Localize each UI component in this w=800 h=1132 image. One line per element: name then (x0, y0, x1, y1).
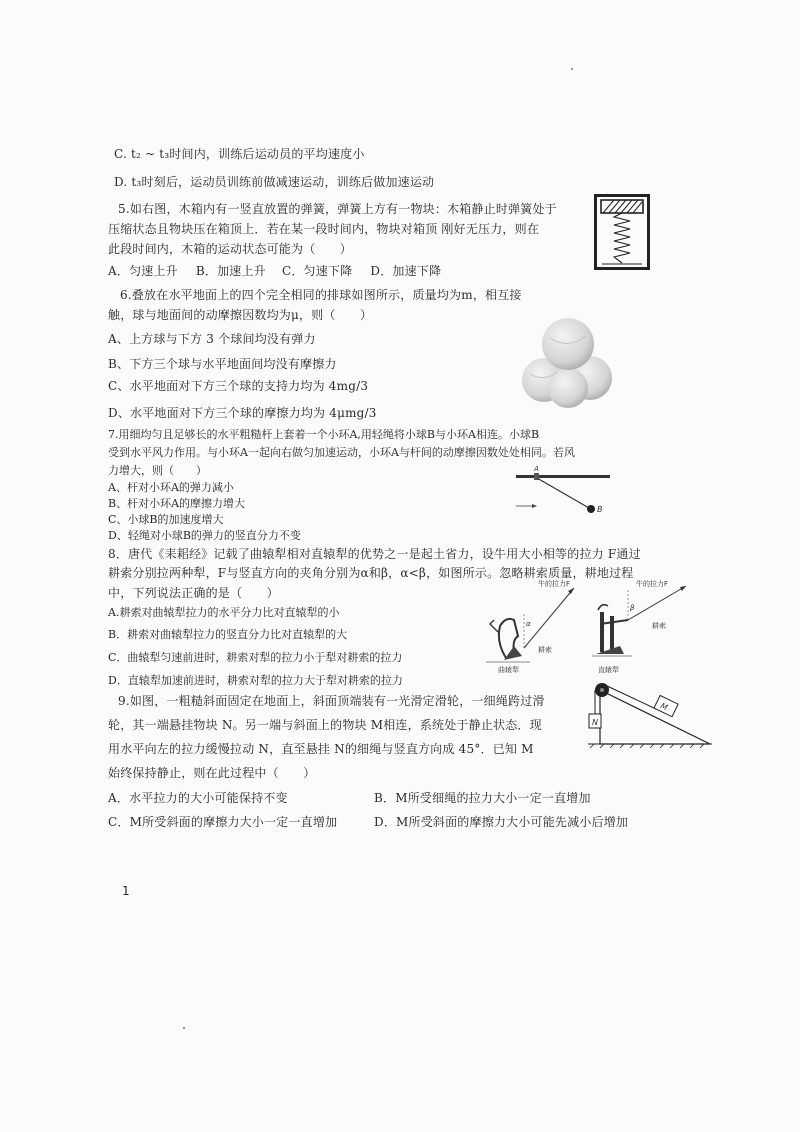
q7-option-a: A、杆对小环A的弹力减小 (108, 481, 234, 494)
q9-incline-pulley-figure (588, 680, 714, 748)
q8-straight-plough-figure (592, 576, 696, 674)
q7-label-a: A (534, 465, 539, 473)
q5-option-c: C．匀速下降 (281, 264, 353, 278)
q8-fig-force-label-1: 牛的拉力F (538, 580, 571, 588)
page-number: 1 (122, 884, 130, 898)
scan-speck (571, 68, 573, 70)
q5-box-spring-figure (594, 194, 650, 270)
q8-fig-alpha: α (526, 620, 531, 628)
q7-option-b: B、杆对小环A的摩擦力增大 (108, 497, 246, 510)
q9-stem-line-2: 轮，其一端悬挂物块 N。另一端与斜面上的物块 M相连，系统处于静止状态．现 (108, 718, 542, 732)
q8-fig-plough-label-2: 直辕犁 (598, 666, 619, 674)
q9-option-a: A．水平拉力的大小可能保持不变 (108, 791, 288, 805)
q9-option-b: B．M所受细绳的拉力大小一定一直增加 (374, 791, 591, 805)
q5-option-b: B．加速上升 (195, 264, 266, 278)
q8-stem-line-1: 8．唐代《耒耜经》记载了曲辕犁相对直辕犁的优势之一是起土省力，设牛用大小相等的拉力 F通过 (108, 547, 641, 561)
q5-stem-line-2: 压缩状态且物块压在箱顶上．若在某一段时间内，物块对箱顶 刚好无压力，则在 (108, 222, 540, 236)
q8-option-c: C．曲辕犁匀速前进时，耕索对犁的拉力小于犁对耕索的拉力 (108, 651, 403, 664)
q8-option-d: D．直辕犁加速前进时，耕索对犁的拉力大于犁对耕索的拉力 (108, 674, 403, 687)
q5-options (108, 263, 441, 279)
q6-option-d: D、水平地面对下方三个球的摩擦力均为 4μmg/3 (108, 406, 377, 420)
q7-stem-line-1: 7.用细均匀且足够长的水平粗糙杆上套着一个小环A,用轻绳将小球B与小环A相连。小球B (108, 428, 540, 441)
q9-label-n: N (592, 718, 598, 727)
q8-stem-line-2: 耕索分别拉两种犁，F与竖直方向的夹角分别为α和β，α<β，如图所示。忽略耕索质量，耕地过程 (108, 566, 634, 580)
q9-stem-line-4: 始终保持静止，则在此过程中（ ） (108, 766, 316, 780)
q8-fig-rope-label-1: 耕索 (538, 646, 552, 654)
q8-fig-rope-label-2: 耕索 (652, 622, 666, 630)
q7-option-c: C、小球B的加速度增大 (108, 513, 224, 526)
q8-option-b: B．耕索对曲辕犁拉力的竖直分力比对直辕犁的大 (108, 628, 348, 641)
q7-option-d: D、轻绳对小球B的弹力的竖直分力不变 (108, 529, 301, 542)
q8-stem-line-3: 中，下列说法正确的是（ ） (108, 586, 279, 600)
q6-stem-line-2: 触，球与地面间的动摩擦因数均为μ，则（ ） (108, 308, 373, 322)
q8-fig-plough-label-1: 曲辕犁 (498, 666, 519, 674)
q7-ring-ball-figure (516, 464, 612, 520)
q4-option-d: D. t₃时刻后，运动员训练前做减速运动，训练后做加速运动 (114, 175, 435, 189)
q8-option-a: A.耕索对曲辕犁拉力的水平分力比对直辕犁的小 (108, 606, 340, 619)
q8-fig-force-label-2: 牛的拉力F (636, 580, 669, 588)
q9-stem-line-1: 9.如图，一粗糙斜面固定在地面上，斜面顶端装有一光滑定滑轮，一细绳跨过滑 (118, 694, 545, 708)
q6-volleyballs-figure (520, 316, 616, 408)
q6-option-a: A、上方球与下方 3 个球间均没有弹力 (108, 332, 316, 346)
q6-stem-line-1: 6.叠放在水平地面上的四个完全相同的排球如图所示，质量均为m，相互接 (120, 288, 522, 302)
q7-stem-line-3: 力增大，则（ ） (108, 464, 207, 477)
q8-fig-beta: β (630, 604, 635, 612)
q9-option-c: C．M所受斜面的摩擦力大小一定一直增加 (108, 815, 338, 829)
q5-option-a: A．匀速上升 (108, 264, 178, 278)
q6-option-b: B、下方三个球与水平地面间均没有摩擦力 (108, 357, 337, 371)
q5-stem-line-1: 5.如右图，木箱内有一竖直放置的弹簧，弹簧上方有一物块：木箱静止时弹簧处于 (118, 202, 557, 216)
q4-option-c: C. t₂ ~ t₃时间内，训练后运动员的平均速度小 (114, 147, 365, 161)
q7-label-b: B (597, 505, 603, 514)
q6-option-c: C、水平地面对下方三个球的支持力均为 4mg/3 (108, 379, 369, 393)
q7-stem-line-2: 受到水平风力作用。与小环A一起向右做匀加速运动，小环A与杆间的动摩擦因数处处相同。若风 (108, 446, 575, 459)
q9-option-d: D．M所受斜面的摩擦力大小可能先减小后增加 (374, 815, 629, 829)
q8-curved-plough-figure (484, 576, 584, 674)
scan-speck (183, 1027, 185, 1029)
q9-label-m: M (658, 701, 670, 713)
q9-stem-line-3: 用水平向左的拉力缓慢拉动 N，直至悬挂 N的细绳与竖直方向成 45°．已知 M (108, 742, 534, 756)
q5-stem-line-3: 此段时间内，木箱的运动状态可能为（ ） (108, 242, 353, 256)
q5-option-d: D．加速下降 (370, 264, 442, 278)
